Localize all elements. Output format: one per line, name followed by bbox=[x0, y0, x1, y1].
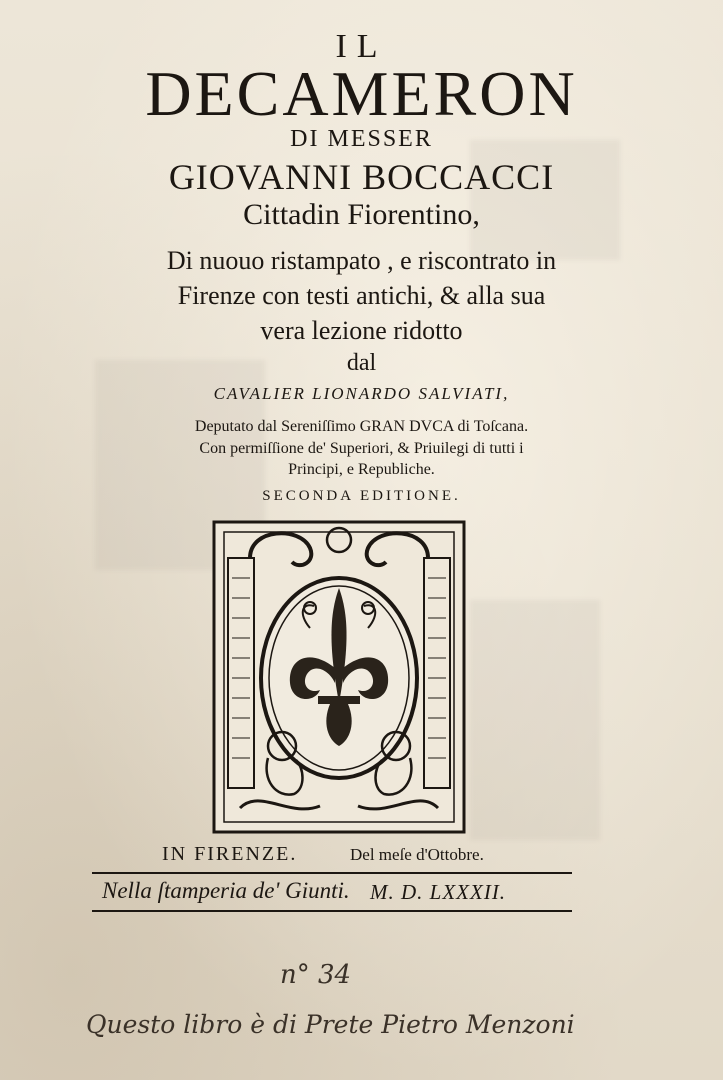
imprint-month: Del meſe d'Ottobre. bbox=[350, 845, 484, 864]
imprint-rule-bottom bbox=[92, 910, 572, 912]
body-line-4: dal bbox=[346, 350, 377, 376]
title-il: IL bbox=[335, 28, 388, 65]
imprint-place: IN FIRENZE. bbox=[162, 843, 298, 865]
body-line-1: Di nuouo ristampato , e riscontrato in bbox=[166, 246, 557, 275]
author-name: GIOVANNI BOCCACCI bbox=[168, 157, 555, 197]
deputato-line-3: Principi, e Republiche. bbox=[288, 461, 435, 478]
bleed-through-block bbox=[470, 600, 600, 840]
edition-statement: SECONDA EDITIONE. bbox=[262, 488, 461, 504]
florentine-lily-device-icon bbox=[210, 518, 468, 836]
imprint-printer: Nella ſtamperia de' Giunti. bbox=[102, 878, 350, 903]
imprint-rule-top bbox=[92, 872, 572, 874]
deputato-line-1: Deputato dal Sereniſſimo GRAN DVCA di Toſcana. bbox=[194, 418, 529, 435]
body-line-3: vera lezione ridotto bbox=[260, 316, 463, 345]
editor-name: CAVALIER LIONARDO SALVIATI, bbox=[213, 384, 510, 403]
handwritten-number: n° 34 bbox=[280, 960, 352, 990]
cittadin-fiorentino: Cittadin Fiorentino, bbox=[243, 198, 480, 231]
title-decameron: DECAMERON bbox=[145, 58, 578, 129]
imprint-year: M. D. LXXXII. bbox=[370, 880, 507, 904]
body-line-2: Firenze con testi antichi, & alla sua bbox=[177, 281, 546, 310]
deputato-line-2: Con permiſſione de' Superiori, & Priuilegi di tutti i bbox=[199, 440, 524, 457]
handwritten-ownership-note: Questo libro è di Prete Pietro Menzoni bbox=[86, 1010, 575, 1039]
di-messer: DI MESSER bbox=[290, 126, 433, 152]
